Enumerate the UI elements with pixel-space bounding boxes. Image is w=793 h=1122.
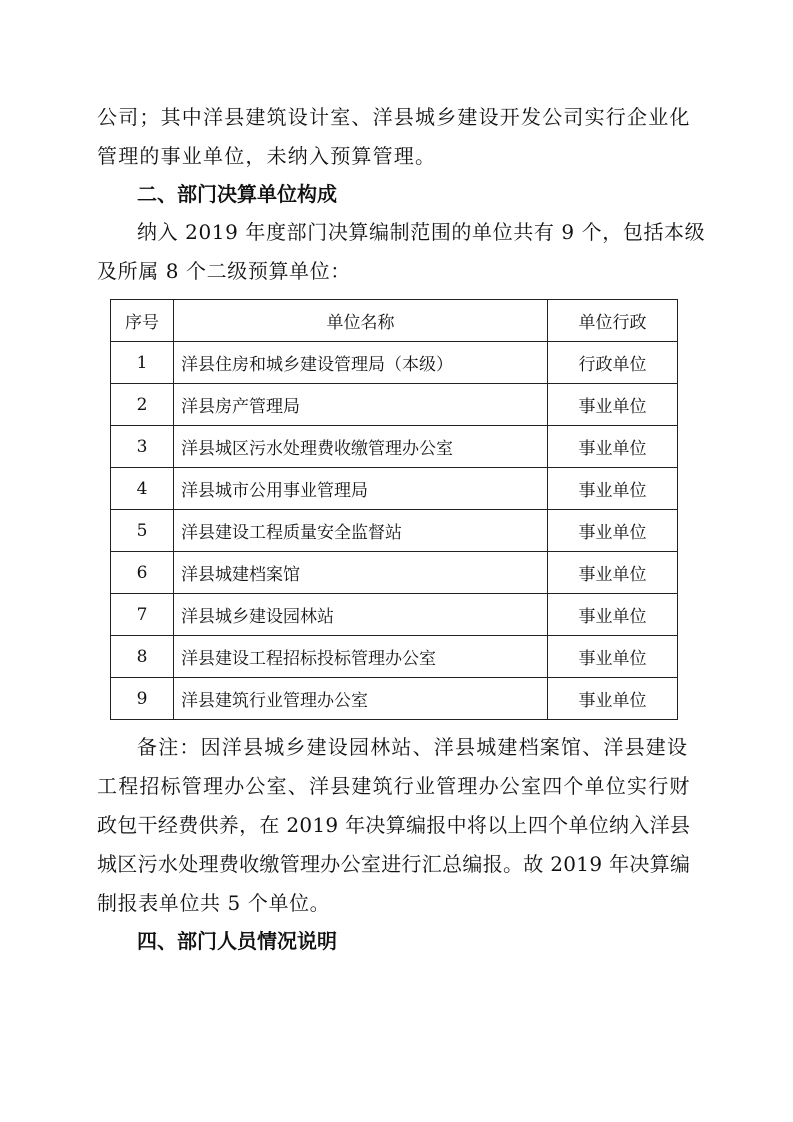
note-line-5: 制报表单位共 5 个单位。	[97, 891, 331, 915]
row-type: 事业单位	[548, 468, 678, 510]
row-no: 5	[111, 510, 174, 552]
row-type: 事业单位	[548, 426, 678, 468]
table-header-row	[111, 300, 678, 342]
intro-line-2: 管理的事业单位，未纳入预算管理。	[97, 144, 437, 168]
row-name: 洋县城建档案馆	[174, 552, 548, 594]
note-line-4: 城区污水处理费收缴管理办公室进行汇总编报。故 2019 年决算编	[97, 852, 691, 876]
row-no: 6	[111, 552, 174, 594]
row-no: 1	[111, 342, 174, 384]
row-name: 洋县城乡建设园林站	[174, 594, 548, 636]
row-type: 事业单位	[548, 594, 678, 636]
note-line-3: 政包干经费供养，在 2019 年决算编报中将以上四个单位纳入洋县	[97, 813, 691, 837]
table-row	[111, 510, 678, 552]
units-table	[110, 299, 678, 720]
row-no: 3	[111, 426, 174, 468]
section2-heading: 二、部门决算单位构成	[137, 182, 337, 206]
table-row	[111, 678, 678, 720]
table-row	[111, 426, 678, 468]
table-row	[111, 594, 678, 636]
row-name: 洋县住房和城乡建设管理局（本级）	[174, 342, 548, 384]
table-row	[111, 552, 678, 594]
row-name: 洋县城市公用事业管理局	[174, 468, 548, 510]
header-name: 单位名称	[174, 300, 548, 342]
row-type: 行政单位	[548, 342, 678, 384]
note-line-1: 备注：因洋县城乡建设园林站、洋县城建档案馆、洋县建设	[137, 735, 689, 759]
row-type: 事业单位	[548, 384, 678, 426]
row-no: 2	[111, 384, 174, 426]
table-row	[111, 384, 678, 426]
row-no: 7	[111, 594, 174, 636]
row-no: 4	[111, 468, 174, 510]
row-no: 9	[111, 678, 174, 720]
section2-line-1: 纳入 2019 年度部门决算编制范围的单位共有 9 个，包括本级	[137, 220, 706, 244]
note-line-2: 工程招标管理办公室、洋县建筑行业管理办公室四个单位实行财	[97, 774, 691, 798]
intro-line-1: 公司；其中洋县建筑设计室、洋县城乡建设开发公司实行企业化	[97, 105, 691, 129]
row-name: 洋县房产管理局	[174, 384, 548, 426]
row-type: 事业单位	[548, 636, 678, 678]
row-type: 事业单位	[548, 510, 678, 552]
row-name: 洋县建筑行业管理办公室	[174, 678, 548, 720]
row-type: 事业单位	[548, 552, 678, 594]
section4-heading: 四、部门人员情况说明	[137, 929, 337, 953]
section2-line-2: 及所属 8 个二级预算单位：	[97, 259, 351, 283]
header-no: 序号	[111, 300, 174, 342]
row-no: 8	[111, 636, 174, 678]
row-name: 洋县城区污水处理费收缴管理办公室	[174, 426, 548, 468]
row-name: 洋县建设工程质量安全监督站	[174, 510, 548, 552]
table-row	[111, 468, 678, 510]
row-type: 事业单位	[548, 678, 678, 720]
table-row	[111, 636, 678, 678]
row-name: 洋县建设工程招标投标管理办公室	[174, 636, 548, 678]
table-row	[111, 342, 678, 384]
header-type: 单位行政	[548, 300, 678, 342]
